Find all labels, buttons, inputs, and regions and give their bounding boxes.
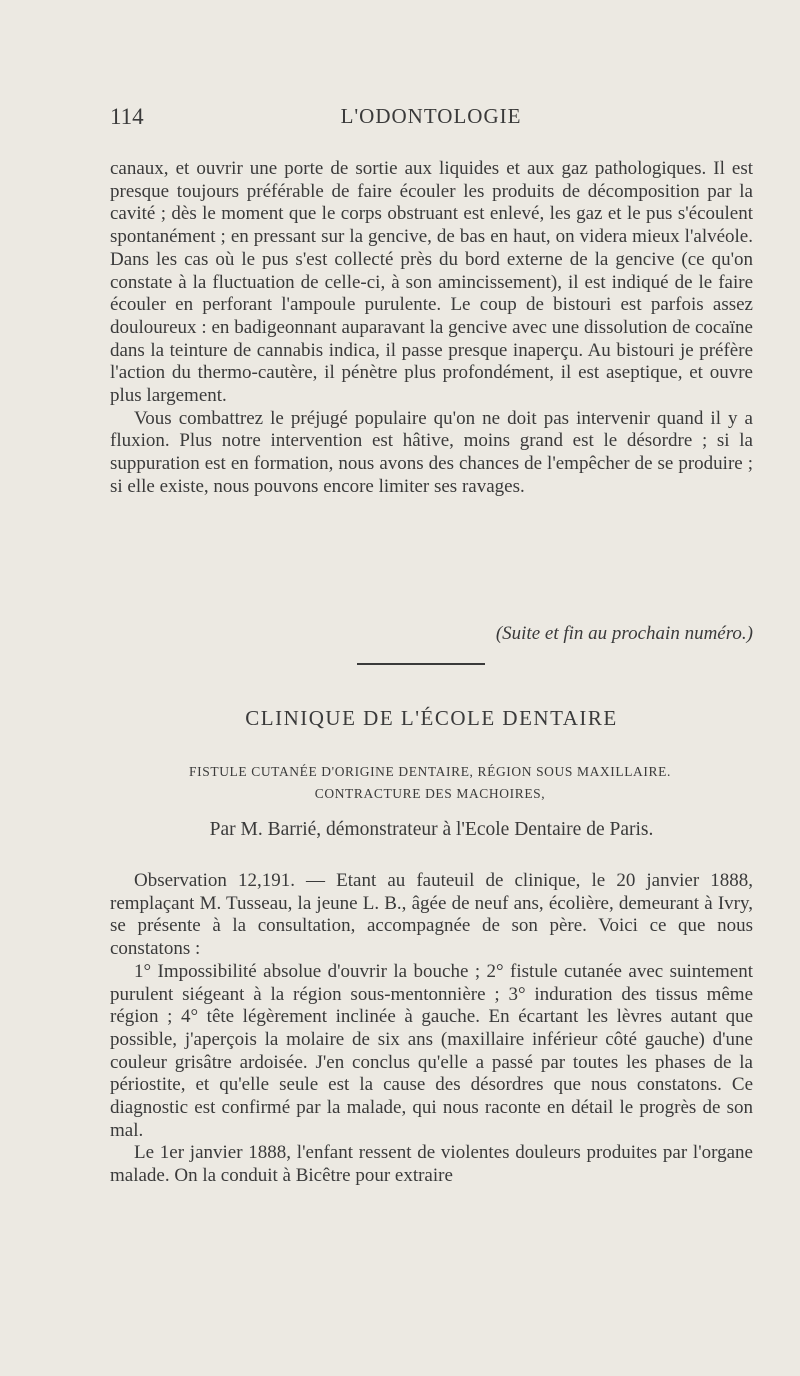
section-heading: CLINIQUE DE L'ÉCOLE DENTAIRE	[245, 706, 618, 730]
paragraph: Observation 12,191. — Etant au fauteuil de clinique, le 20 janvier 1888, remplaçant M. Tusseau, la jeune L. B., âgée de neuf ans, écolière, demeurant à Ivry, se présente à la consultation, accompagnée de son père. Voici ce que nous constatons :	[110, 870, 753, 960]
page-number: 114	[110, 104, 144, 129]
continuation-note: (Suite et fin au prochain numéro.)	[495, 623, 753, 644]
running-head	[110, 104, 752, 138]
body-text-continued	[110, 158, 753, 499]
article-title-line: FISTULE CUTANÉE D'ORIGINE DENTAIRE, RÉGION SOUS MAXILLAIRE.	[189, 764, 671, 779]
paragraph: Vous combattrez le préjugé populaire qu'on ne doit pas intervenir quand il y a fluxion. Plus notre intervention est hâtive, moins grand est le désordre ; si la suppuration est en formation, nous avons des chances de l'empêcher de se produire ; si elle existe, nous pouvons encore limiter ses ravages.	[110, 407, 753, 497]
article-title	[104, 761, 756, 805]
paragraph: 1° Impossibilité absolue d'ouvrir la bouche ; 2° fistule cutanée avec suintement purulent siégeant à la région sous-mentonnière ; 3° induration des tissus même région ; 4° tête légèrement inclinée à gauche. En écartant les lèvres autant que possible, j'aperçois la molaire de six ans (maxillaire inférieur côté gauche) d'une couleur grisâtre ardoisée. J'en conclus qu'elle a passé par toutes les phases de la périostite, et qu'elle seule est la cause des désordres que nous constatons. Ce diagnostic est confirmé par la malade, qui nous raconte en détail le progrès de son mal.	[110, 960, 753, 1141]
byline: Par M. Barrié, démonstrateur à l'Ecole Dentaire de Paris.	[209, 819, 654, 840]
journal-title: L'ODONTOLOGIE	[340, 104, 522, 128]
paragraph: Le 1er janvier 1888, l'enfant ressent de violentes douleurs produites par l'organe malade. On la conduit à Bicêtre pour extraire	[110, 1142, 753, 1187]
article-title-line: CONTRACTURE DES MACHOIRES,	[314, 786, 546, 801]
article-body	[110, 870, 753, 1188]
paragraph: canaux, et ouvrir une porte de sortie aux liquides et aux gaz pathologiques. Il est presque toujours préférable de faire écouler les produits de décomposition par la cavité ; dès le moment que le corps obstruant est enlevé, les gaz et le pus s'écoulent spontanément ; en pressant sur la gencive, de bas en haut, on videra mieux l'alvéole. Dans les cas où le pus s'est collecté près du bord externe de la gencive (ce qu'on constate à la fluctuation de celle-ci, à son amincissement), il est indiqué de le faire écouler en perforant l'ampoule purulente. Le coup de bistouri est parfois assez douloureux : en badigeonnant auparavant la gencive avec une dissolution de cocaïne dans la teinture de cannabis indica, il passe presque inaperçu. Au bistouri je préfère l'action du thermo-cautère, il pénètre plus profondément, il est aseptique, et ouvre plus largement.	[110, 158, 753, 407]
section-divider	[357, 663, 485, 665]
